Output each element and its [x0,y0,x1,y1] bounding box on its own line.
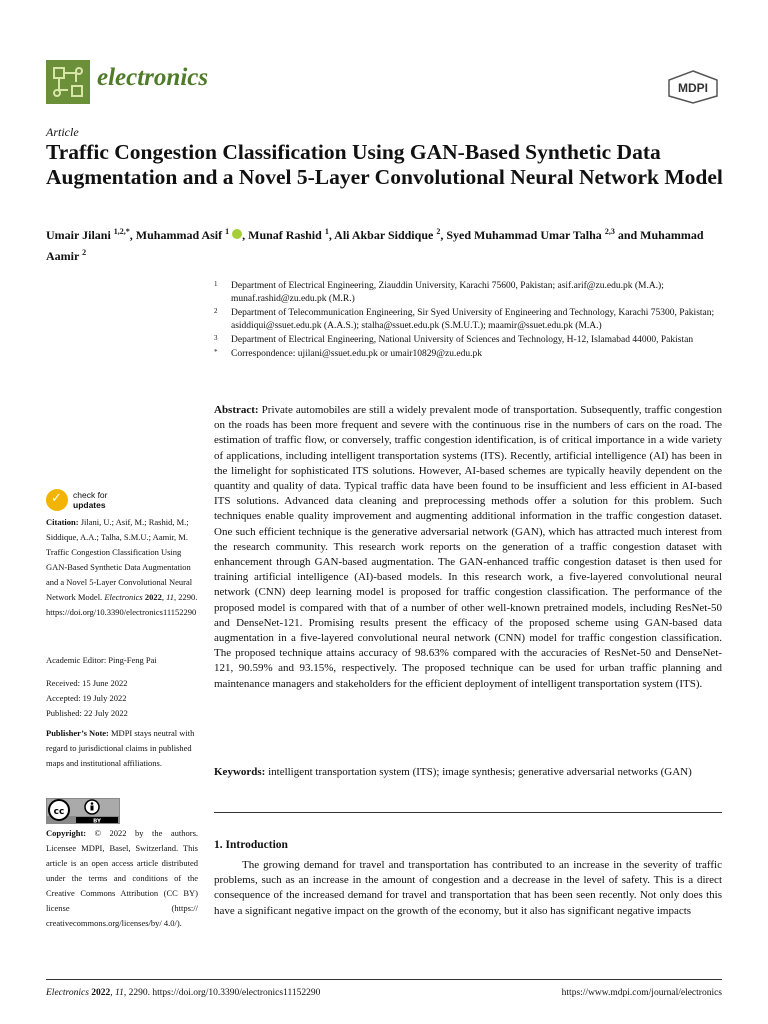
keywords-text: intelligent transportation system (ITS); image synthesis; generative adversarial networks (GAN) [268,766,692,778]
author-name[interactable]: Muhammad Asif [135,228,223,242]
author-name[interactable]: Syed Muhammad Umar Talha [446,228,602,242]
correspondence-text: Correspondence: ujilani@ssuet.edu.pk or umair10829@zu.edu.pk [231,349,482,359]
orcid-icon[interactable] [232,229,242,239]
affiliation-text: Department of Telecommunication Engineering, Sir Syed University of Engineering and Technology, Karachi 75300, Pakistan; asiddiqui@ssuet.edu.pk (A.A.S.); stalha@ssuet.edu.pk (S.M.U.T.); maamir@ssuet.edu.pk (M.A.) [231,308,715,331]
journal-logo-icon [46,60,90,104]
publisher-note-label: Publisher’s Note: [46,728,109,738]
citation-doi-link[interactable]: 2290. https://doi.org/10.3390/electronics11152290 [46,592,198,617]
affiliation-item [214,280,734,306]
cc-label: cc [53,807,65,817]
journal-name: electronics [97,64,209,91]
affiliations [214,280,734,362]
affiliation-text: Department of Electrical Engineering, National University of Sciences and Technology, H-12, Islamabad 44000, Pakistan [231,335,694,345]
abstract [214,403,722,692]
check-for-updates-icon: ✓ [46,489,68,511]
footer-divider [46,979,722,980]
author-affiliation-ref: 2 [436,227,441,236]
affiliation-number: 3 [214,334,218,342]
introduction-text: The growing demand for travel and transportation has contributed to an increase in the severity of traffic problems, such as an increase in the amount of congestion and a decrease in the level of safety. This is a direct consequence of the increased demand for travel and transportation that has been seen recently. Not only does this have a significant negative impact on the growth of the economy, but it also has significant negative impacts [214,859,722,917]
publisher-note [46,726,198,771]
author-affiliation-ref: 1,2, [113,227,126,236]
article-title: Traffic Congestion Classification Using GAN-Based Synthetic Data Augmentation and a Novel 5-Layer Convolutional Neural Network Model [46,140,723,189]
author-affiliation-ref: 2 [82,248,87,257]
check-for-updates-line2: updates [73,500,106,510]
copyright-text: © 2022 by the authors. Licensee MDPI, Basel, Switzerland. This article is an open access article distributed under the terms and conditions of the Creative Commons Attribution (CC BY) license (https:// creativecommons.org/licenses/by/ 4.0/). [46,828,199,928]
author-affiliation-ref: 1 [324,227,329,236]
affiliation-item [214,348,734,361]
footer-doi-link[interactable]: 2290. https://doi.org/10.3390/electronics11152290 [128,988,321,998]
check-for-updates-button[interactable] [46,488,186,514]
footer-journal-url[interactable]: https://www.mdpi.com/journal/electronics [561,988,722,998]
affiliation-item [214,307,734,333]
affiliation-text: Department of Electrical Engineering, Ziauddin University, Karachi 75600, Pakistan; asif.arif@zu.edu.pk (M.A.); munaf.rashid@zu.edu.pk (M.R.) [231,281,664,304]
check-for-updates-line1: check for [73,490,108,500]
section-heading-introduction: 1. Introduction [214,839,288,851]
copyright-notice [46,826,198,931]
abstract-label: Abstract: [214,404,259,416]
citation-journal: Electronics [104,592,143,602]
author-name[interactable]: Muhammad Aamir [46,228,704,263]
accepted-date: Accepted: 19 July 2022 [46,693,127,703]
author-affiliation-ref: 1 [225,227,230,236]
author-name[interactable]: Umair Jilani [46,228,111,242]
citation-year: 2022 [144,592,162,602]
citation-volume: 11 [166,592,174,602]
footer-citation: Electronics 2022, 11, 2290. https://doi.org/10.3390/electronics11152290 [46,988,321,998]
footer-journal: Electronics [46,988,89,998]
author-affiliation-ref: 2,3 [604,227,615,236]
keywords [214,765,722,780]
copyright-label: Copyright: [46,828,87,838]
footer-year: 2022 [91,988,111,998]
published-date: Published: 22 July 2022 [46,708,128,718]
section-divider [214,812,722,813]
received-date: Received: 15 June 2022 [46,678,128,688]
mdpi-logo-icon [667,70,719,104]
author-name[interactable]: Munaf Rashid [248,228,322,242]
article-type: Article [46,125,79,139]
affiliation-number: 1 [214,280,218,288]
citation-text: Jilani, U.; Asif, M.; Rashid, M.; Siddique, A.A.; Talha, S.M.U.; Aamir, M. Traffic Congestion Classification Using GAN-Based Synthetic Data Augmentation and a Novel 5-Layer Convolutional Neural Network Model. [46,517,193,602]
citation-label: Citation: [46,517,79,527]
affiliation-item [214,334,734,347]
mdpi-logo-text: MDPI [678,81,708,95]
academic-editor: Academic Editor: Ping-Feng Pai [46,655,157,665]
cc-by-license-icon[interactable] [46,798,120,824]
publisher-note-text: MDPI stays neutral with regard to jurisdictional claims in published maps and institutional affiliations. [46,728,195,768]
footer-volume: 11 [115,988,124,998]
cc-by-label: BY [93,818,101,824]
keywords-label: Keywords: [214,766,266,778]
publication-dates [46,676,198,721]
author-name[interactable]: Ali Akbar Siddique [334,228,434,242]
abstract-text: Private automobiles are still a widely prevalent mode of transportation. Subsequently, traffic congestion on the roads has been more frequent and severe with the continuous rise in the numbers of cars on the road. The estimation of traffic flow, or conversely, traffic congestion identification, is of critical importance in a wide variety of applications, including intelligent transportation systems (ITS). Recently, artificial intelligence (AI) has been in the limelight for sophisticated ITS solutions. However, AI-based schemes are typically heavily dependent on the quantity and quality of data. Typical traffic data have been found to be insufficient and less efficient in AI-based ITS solutions. Advanced data cleaning and preprocessing methods offer a solution for this problem. Such techniques enable quality improvement and augmenting additional information in the traffic congestion dataset. One such efficient technique is the generative adversarial network (GAN), which has attracted much interest from the research community. This research work reports on the generation of a traffic congestion dataset with enhancement through GAN-based augmentation. The GAN-enhanced traffic congestion dataset is then used for training artificial intelligence (AI)-based models. In this research work, a five-layered convolutional neural network (CNN) deep learning model is proposed for traffic congestion classification. The performance of the proposed model is compared with that of a number of other well-known pretrained models, including ResNet-50 and DenseNet-121. Promising results present the efficacy of the proposed scheme using GAN-based data augmentation in a five-layered convolutional neural network (CNN) model for traffic congestion classification. The proposed technique attains accuracy of 98.63% compared with the accuracies of ResNet-50 and DenseNet-121, 90.59% and 93.15%, respectively. The proposed technique can be used for urban traffic planning and maintenance managers and stakeholders for the efficient deployment of intelligent transportation system (ITS). [214,404,722,690]
affiliation-number: 2 [214,307,218,315]
affiliation-number: * [214,348,218,356]
citation-block: Citation: Jilani, U.; Asif, M.; Rashid, M.; Siddique, A.A.; Talha, S.M.U.; Aamir, M. Traffic Congestion Classification Using GAN-Based Synthetic Data Augmentation and a Novel 5-Layer Convolutional Neural Network Model. Electronics 2022, 11, 2290. https://doi.org/10.3390/electronics11152290 [46,517,198,617]
author-list: Umair Jilani $^{1,2,*}$, Muhammad Asif $^1$ , Munaf Rashid $^1$, Ali Akbar Siddique $^2$, Syed Muhammad Umar Talha $^{2,3}$ and Muhammad Aamir $^2$ [46,227,704,263]
